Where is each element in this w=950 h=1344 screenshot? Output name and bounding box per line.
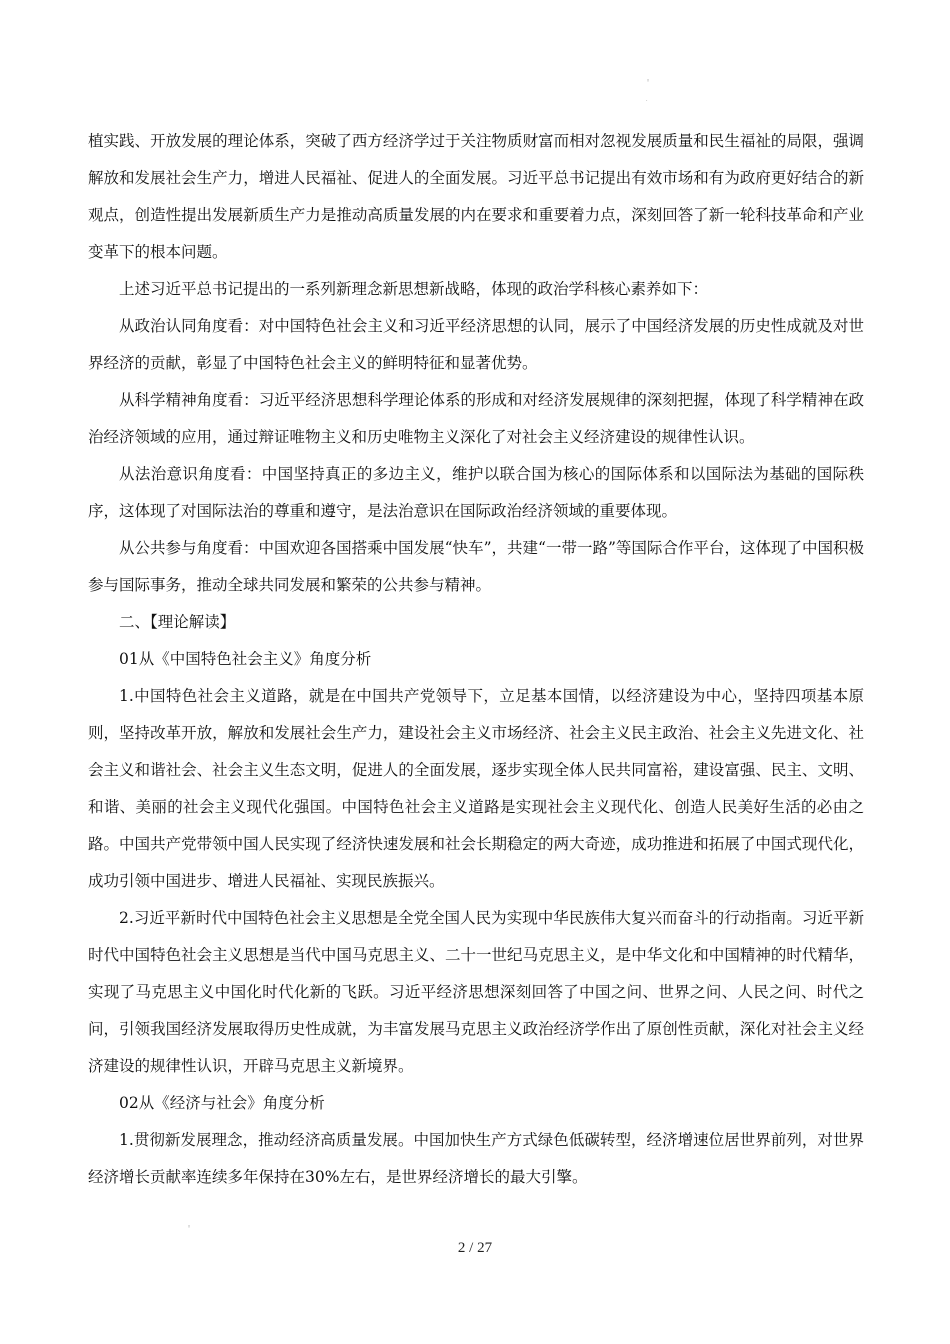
paragraph-new-development: 1.贯彻新发展理念，推动经济高质量发展。中国加快生产方式绿色低碳转型，经济增速位居世界前列，对世界经济增长贡献率连续多年保持在30%左右，是世界经济增长的最大引擎。 xyxy=(88,1131,864,1186)
footer-mark: ◦ xyxy=(187,1223,192,1231)
paragraph-public-participation: 从公共参与角度看：中国欢迎各国搭乘中国发展“快车”，共建“一带一路”等国际合作平台，这体现了中国积极参与国际事务，推动全球共同发展和繁荣的公共参与精神。 xyxy=(88,539,864,594)
subheading-socialism: 01从《中国特色社会主义》角度分析 xyxy=(119,650,372,668)
header-mark: ◦ xyxy=(646,77,651,85)
section-heading-theory: 二、【理论解读】 xyxy=(119,613,236,631)
document-body xyxy=(88,123,864,1196)
paragraph-political-identity: 从政治认同角度看：对中国特色社会主义和习近平经济思想的认同，展示了中国经济发展的历史性成就及对世界经济的贡献，彰显了中国特色社会主义的鲜明特征和显著优势。 xyxy=(88,317,864,372)
paragraph-socialism-road: 1.中国特色社会主义道路，就是在中国共产党领导下，立足基本国情，以经济建设为中心，坚持四项基本原则，坚持改革开放，解放和发展社会生产力，建设社会主义市场经济、社会主义民主政治、社会主义先进文化、社会主义和谐社会、社会主义生态文明，促进人的全面发展，逐步实现全体人民共同富裕，建设富强、民主、文明、和谐、美丽的社会主义现代化强国。中国特色社会主义道路是实现社会主义现代化、创造人民美好生活的必由之路。中国共产党带领中国人民实现了经济快速发展和社会长期稳定的两大奇迹，成功推进和拓展了中国式现代化，成功引领中国进步、增进人民福祉、实现民族振兴。 xyxy=(88,687,864,890)
header-mark-small: · xyxy=(646,98,648,104)
paragraph-xi-thought: 2.习近平新时代中国特色社会主义思想是全党全国人民为实现中华民族伟大复兴而奋斗的行动指南。习近平新时代中国特色社会主义思想是当代中国马克思主义、二十一世纪马克思主义，是中华文化和中国精神的时代精华，实现了马克思主义中国化时代化新的飞跃。习近平经济思想深刻回答了中国之问、世界之问、人民之问、时代之问，引领我国经济发展取得历史性成就，为丰富发展马克思主义政治经济学作出了原创性贡献，深化对社会主义经济建设的规律性认识，开辟马克思主义新境界。 xyxy=(88,909,864,1075)
paragraph-summary-intro: 上述习近平总书记提出的一系列新理念新思想新战略，体现的政治学科核心素养如下： xyxy=(119,280,709,298)
paragraph-continuation: 植实践、开放发展的理论体系，突破了西方经济学过于关注物质财富而相对忽视发展质量和民生福祉的局限，强调解放和发展社会生产力，增进人民福祉、促进人的全面发展。习近平总书记提出有效市场和有为政府更好结合的新观点，创造性提出发展新质生产力是推动高质量发展的内在要求和重要着力点，深刻回答了新一轮科技革命和产业变革下的根本问题。 xyxy=(88,132,864,261)
paragraph-rule-of-law: 从法治意识角度看：中国坚持真正的多边主义，维护以联合国为核心的国际体系和以国际法为基础的国际秩序，这体现了对国际法治的尊重和遵守，是法治意识在国际政治经济领域的重要体现。 xyxy=(88,465,864,520)
page-number: 2 / 27 xyxy=(457,1240,493,1256)
paragraph-scientific-spirit: 从科学精神角度看：习近平经济思想科学理论体系的形成和对经济发展规律的深刻把握，体现了科学精神在政治经济领域的应用，通过辩证唯物主义和历史唯物主义深化了对社会主义经济建设的规律性认识。 xyxy=(88,391,864,446)
subheading-economy-society: 02从《经济与社会》角度分析 xyxy=(119,1094,325,1112)
